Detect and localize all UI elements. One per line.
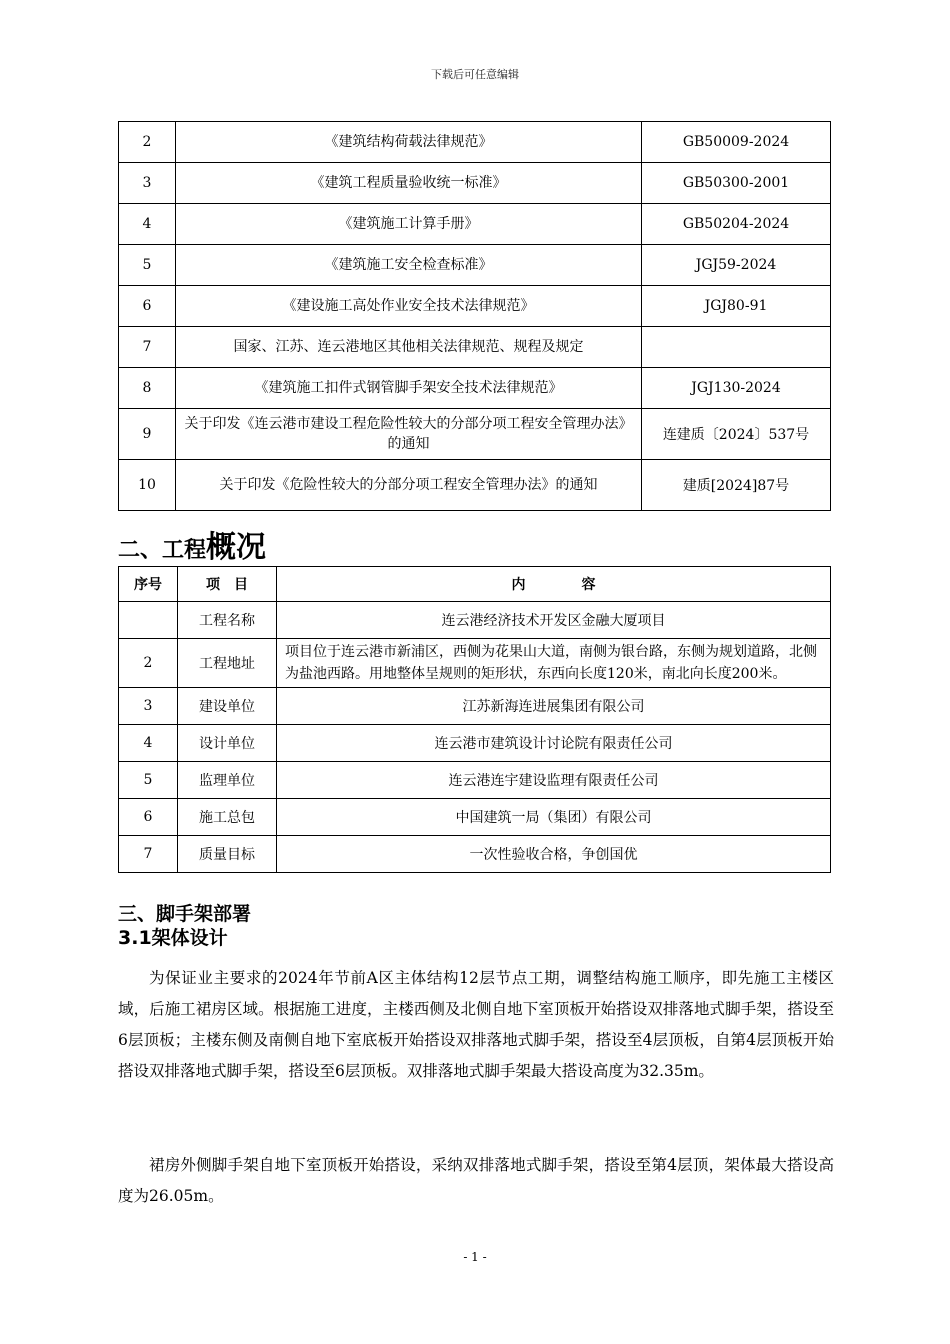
standard-name: 关于印发《危险性较大的分部分项工程安全管理办法》的通知 (176, 460, 642, 511)
standard-code: GB50300-2001 (642, 163, 831, 204)
row-number: 3 (119, 163, 176, 204)
row-content: 江苏新海连进展集团有限公司 (277, 688, 831, 725)
row-content: 中国建筑一局（集团）有限公司 (277, 799, 831, 836)
table-row (119, 799, 831, 836)
body-paragraph: 裙房外侧脚手架自地下室顶板开始搭设，采纳双排落地式脚手架，搭设至第4层顶，架体最大搭设高度为26.05m。 (118, 1156, 834, 1205)
standard-name: 《建筑工程质量验收统一标准》 (176, 163, 642, 204)
row-number: 5 (119, 762, 178, 799)
section-heading-prefix: 二、工程 (118, 538, 207, 563)
row-number (119, 602, 178, 639)
row-number: 2 (119, 639, 178, 688)
row-item: 监理单位 (178, 762, 277, 799)
table-row (119, 602, 831, 639)
row-content: 项目位于连云港市新浦区，西侧为花果山大道，南侧为银台路，东侧为规划道路，北侧为盐池西路。用地整体呈规则的矩形状，东西向长度120米，南北向长度200米。 (277, 639, 831, 688)
table-row (119, 368, 831, 409)
standard-code: GB50204-2024 (642, 204, 831, 245)
section-heading-overview (118, 522, 266, 566)
standard-name: 《建筑施工扣件式钢管脚手架安全技术法律规范》 (176, 368, 642, 409)
standard-code: 建质[2024]87号 (642, 460, 831, 511)
body-paragraph: 为保证业主要求的2024年节前A区主体结构12层节点工期，调整结构施工顺序，即先施工主楼区域，后施工裙房区域。根据施工进度，主楼西侧及北侧自地下室顶板开始搭设双排落地式脚手架，搭设至6层顶板；主楼东侧及南侧自地下室底板开始搭设双排落地式脚手架，搭设至4层顶板，自第4层顶板开始搭设双排落地式脚手架，搭设至6层顶板。双排落地式脚手架最大搭设高度为32.35m。 (118, 969, 834, 1080)
row-number: 7 (119, 836, 178, 873)
row-number: 6 (119, 286, 176, 327)
row-content: 连云港市建筑设计讨论院有限责任公司 (277, 725, 831, 762)
table-header-row (119, 567, 831, 602)
header-item: 项 目 (178, 567, 277, 602)
standard-name: 《建筑施工安全检查标准》 (176, 245, 642, 286)
standard-name: 关于印发《连云港市建设工程危险性较大的分部分项工程安全管理办法》的通知 (176, 409, 642, 460)
row-content: 连云港经济技术开发区金融大厦项目 (277, 602, 831, 639)
row-item: 建设单位 (178, 688, 277, 725)
standard-code: JGJ130-2024 (642, 368, 831, 409)
standard-code: JGJ80-91 (642, 286, 831, 327)
standard-name: 《建设施工高处作业安全技术法律规范》 (176, 286, 642, 327)
standard-code: GB50009-2024 (642, 122, 831, 163)
section-heading-scaffolding (118, 902, 251, 950)
section-title: 三、脚手架部署 (118, 903, 252, 925)
row-item: 质量目标 (178, 836, 277, 873)
row-item: 工程名称 (178, 602, 277, 639)
row-number: 4 (119, 725, 178, 762)
standard-code: 连建质〔2024〕537号 (642, 409, 831, 460)
header-content: 内 容 (277, 567, 831, 602)
page-number: - 1 - (463, 1250, 487, 1264)
row-item: 施工总包 (178, 799, 277, 836)
table-row (119, 286, 831, 327)
row-number: 5 (119, 245, 176, 286)
standard-name: 《建筑施工计算手册》 (176, 204, 642, 245)
standard-name: 《建筑结构荷载法律规范》 (176, 122, 642, 163)
table-row (119, 762, 831, 799)
table-row (119, 204, 831, 245)
row-content: 连云港连宇建设监理有限责任公司 (277, 762, 831, 799)
table-row (119, 409, 831, 460)
row-number: 10 (119, 460, 176, 511)
table-row (119, 725, 831, 762)
standard-code: JGJ59-2024 (642, 245, 831, 286)
row-number: 9 (119, 409, 176, 460)
header-no: 序号 (119, 567, 178, 602)
row-number: 4 (119, 204, 176, 245)
table-row (119, 460, 831, 511)
table-row (119, 688, 831, 725)
table-row (119, 163, 831, 204)
section-heading-emphasis: 概况 (206, 530, 267, 565)
table-row (119, 245, 831, 286)
row-number: 8 (119, 368, 176, 409)
row-number: 7 (119, 327, 176, 368)
row-item: 设计单位 (178, 725, 277, 762)
header-note: 下载后可任意编辑 (431, 68, 519, 81)
standard-name: 国家、江苏、连云港地区其他相关法律规范、规程及规定 (176, 327, 642, 368)
table-row (119, 836, 831, 873)
standards-table (118, 121, 831, 511)
table-row (119, 122, 831, 163)
project-overview-table (118, 566, 831, 873)
row-number: 6 (119, 799, 178, 836)
subsection-title: 3.1架体设计 (118, 927, 228, 949)
row-number: 3 (119, 688, 178, 725)
row-content: 一次性验收合格，争创国优 (277, 836, 831, 873)
row-number: 2 (119, 122, 176, 163)
table-row (119, 327, 831, 368)
row-item: 工程地址 (178, 639, 277, 688)
table-row (119, 639, 831, 688)
standard-code (642, 327, 831, 368)
